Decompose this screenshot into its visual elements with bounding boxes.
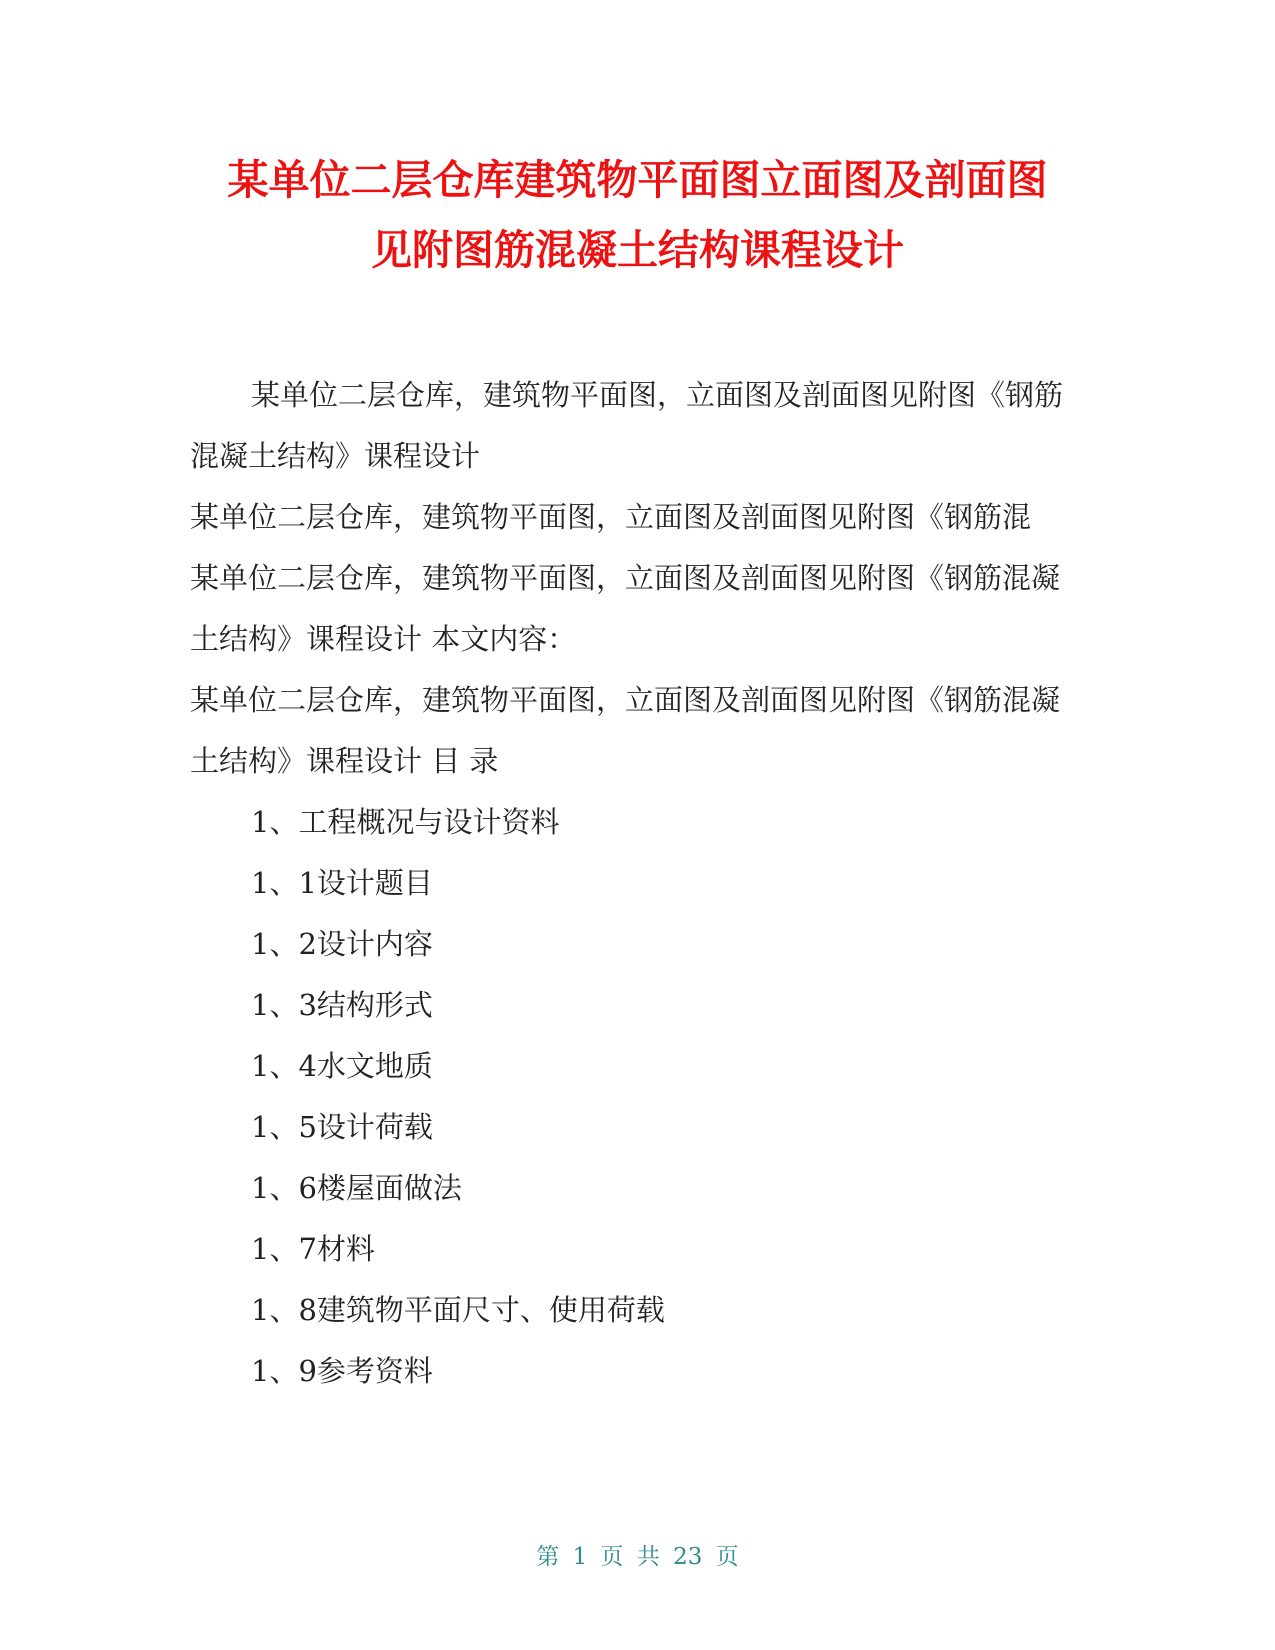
title-line-2: 见附图筋混凝土结构课程设计 bbox=[371, 226, 904, 274]
table-of-contents bbox=[190, 792, 1070, 1402]
toc-item: 1、1设计题目 bbox=[251, 866, 433, 900]
toc-item: 1、4水文地质 bbox=[251, 1049, 433, 1083]
paragraph-2: 某单位二层仓库，建筑物平面图，立面图及剖面图见附图《钢筋混 bbox=[190, 500, 1032, 534]
toc-item: 1、7材料 bbox=[251, 1232, 375, 1266]
paragraph-1: 某单位二层仓库，建筑物平面图，立面图及剖面图见附图《钢筋混凝土结构》课程设计 bbox=[190, 378, 1064, 473]
toc-item: 1、工程概况与设计资料 bbox=[251, 805, 560, 839]
toc-item: 1、5设计荷载 bbox=[251, 1110, 433, 1144]
title-line-1: 某单位二层仓库建筑物平面图立面图及剖面图 bbox=[227, 156, 1048, 204]
paragraph-4: 某单位二层仓库，建筑物平面图，立面图及剖面图见附图《钢筋混凝土结构》课程设计 目 录 bbox=[190, 683, 1061, 778]
toc-item: 1、6楼屋面做法 bbox=[251, 1171, 462, 1205]
page-footer: 第 1 页 共 23 页 bbox=[536, 1544, 739, 1570]
document-title bbox=[0, 145, 1275, 285]
document-body bbox=[190, 365, 1070, 1402]
toc-item: 1、9参考资料 bbox=[251, 1354, 433, 1388]
toc-item: 1、3结构形式 bbox=[251, 988, 433, 1022]
toc-item: 1、2设计内容 bbox=[251, 927, 433, 961]
toc-item: 1、8建筑物平面尺寸、使用荷载 bbox=[251, 1293, 665, 1327]
paragraph-3: 某单位二层仓库，建筑物平面图，立面图及剖面图见附图《钢筋混凝土结构》课程设计 本文内容： bbox=[190, 561, 1061, 656]
